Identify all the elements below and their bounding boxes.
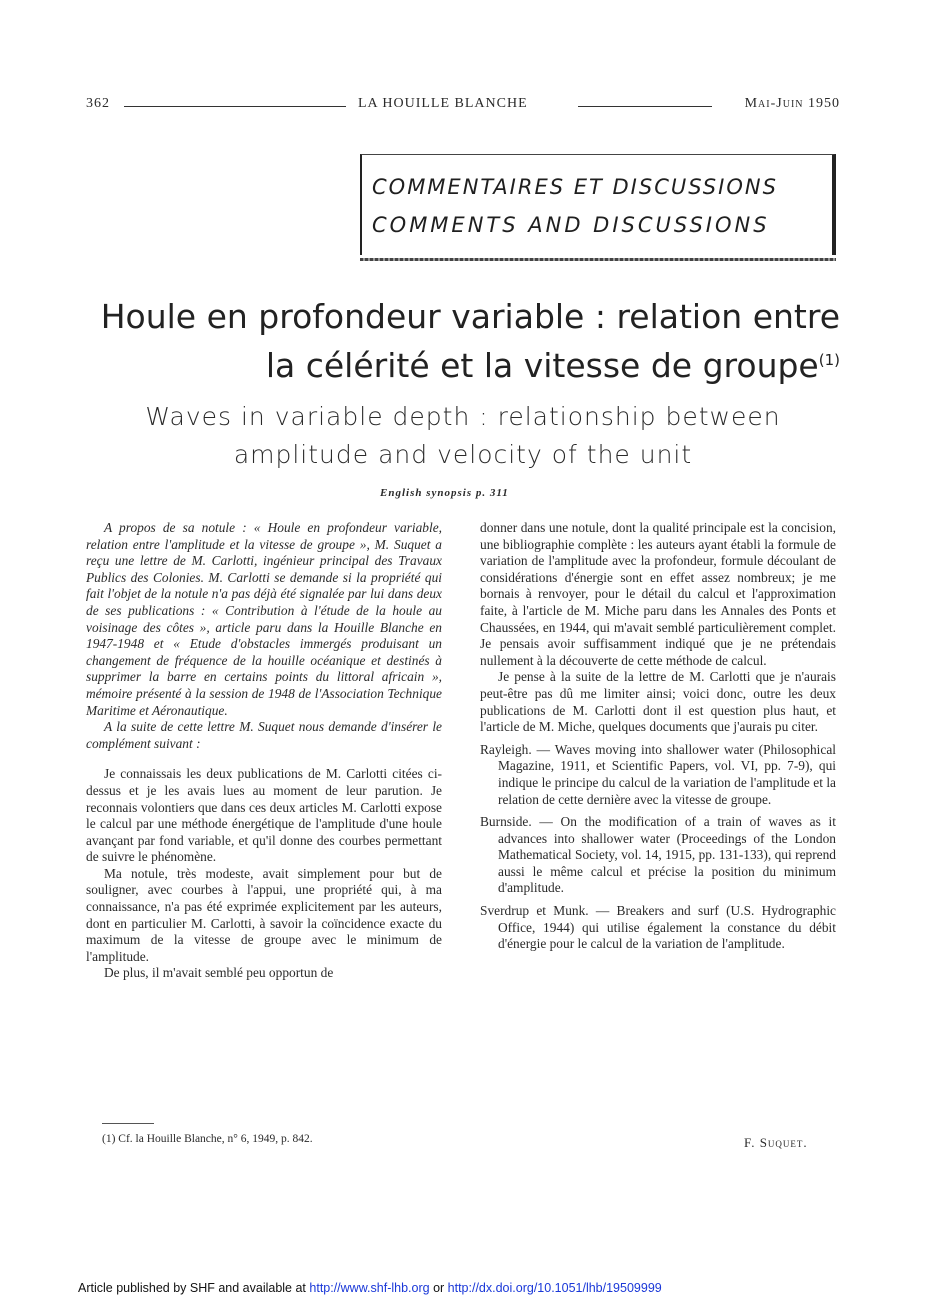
article-title-line-2 — [60, 339, 840, 387]
section-box-underline — [360, 258, 836, 261]
right-column — [480, 520, 836, 953]
header-rule-left — [124, 106, 346, 107]
footer-middle: or — [429, 1281, 448, 1295]
body-paragraph-3: De plus, il m'avait semblé peu opportun de — [104, 965, 334, 981]
running-header — [86, 96, 840, 118]
body-paragraph-1: Je connaissais les deux publications de M. Carlotti citées ci-dessus et je les avais lues au moment de leur parution. Je reconnais volontiers que dans ces deux articles M. Carlotti expose le calcul par une méthode énergétique de l'amplitude d'une houle avançant par fond variable, et qu'il donne des courbes permettant de suivre le phénomène. — [86, 766, 442, 865]
shf-link[interactable]: http://www.shf-lhb.org — [309, 1281, 430, 1295]
section-title-english: COMMENTS AND DISCUSSIONS — [372, 213, 770, 237]
article-title-text: la célérité et la vitesse de groupe — [265, 346, 819, 385]
english-synopsis-reference: English synopsis p. 311 — [380, 487, 509, 499]
author-signature: F. Suquet. — [744, 1135, 808, 1150]
page-number: 362 — [86, 96, 110, 111]
body-paragraph-4: donner dans une notule, dont la qualité principale est la concision, une bibliographie complète : les auteurs ayant établi la formule de variation de l'amplitude avec la profondeur, formule découlant de considérations d'énergie sont en effet assez nombreux; je me bornais à renvoyer, pour le détail du calcul et l'approximation faite, à l'article de M. Miche paru dans les Annales des Ponts et Chaussées, en 1944, qui m'avait semblé particulièrement complet. Je pensais avoir suffisamment indiqué que je ne prétendais nullement à la découverte de cette méthode de calcul. — [480, 520, 836, 668]
title-footnote-mark: (1) — [818, 351, 840, 369]
footer-prefix: Article published by SHF and available at — [78, 1281, 310, 1295]
doi-link[interactable]: http://dx.doi.org/10.1051/lhb/19509999 — [447, 1281, 662, 1295]
section-title-french: COMMENTAIRES ET DISCUSSIONS — [372, 175, 778, 199]
reference-burnside: Burnside. — On the modification of a train of waves as it advances into shallower water (Proceedings of the London Mathematical Society, vol. 14, 1915, pp. 131-133), qui reprend aussi le même calcul et précise la position du minimum d'amplitude. — [480, 814, 836, 896]
body-paragraph-5: Je pense à la suite de la lettre de M. Carlotti que je n'aurais peut-être pas dû me limiter ainsi; voici donc, outre les deux publications de M. Carlotti dont il est question plus haut, et l'article de M. Miche, quelques documents que j'aurais pu citer. — [480, 669, 836, 735]
article-title-line-1: Houle en profondeur variable : relation entre — [100, 297, 840, 336]
english-subtitle-line-1: Waves in variable depth : relationship between — [145, 402, 781, 431]
header-rule-right — [578, 106, 712, 107]
reference-rayleigh: Rayleigh. — Waves moving into shallower water (Philosophical Magazine, 1911, et Scientific Papers, vol. VI, pp. 7-9), qui indique le principe du calcul de la variation de l'amplitude et la relation de cette dernière avec la vitesse de groupe. — [480, 741, 836, 807]
intro-paragraph: A propos de sa notule : « Houle en profondeur variable, relation entre l'amplitude et la vitesse de groupe », M. Suquet a reçu une lettre de M. Carlotti, ingénieur principal des Travaux Publics des Colonies. M. Carlotti se demande si la propriété qui fait l'objet de la notule n'a pas déjà été signalée par lui dans deux de ses publications : « Contribution à l'étude de la houle au voisinage des côtes », article paru dans la Houille Blanche en 1947-1948 et « Etude d'obstacles immergés produisant un changement de fréquence de la houille océanique et destinés à supprimer la barre en certains points du littoral africain », mémoire présenté à la session de 1948 de l'Association Technique Maritime et Aéronautique. — [86, 520, 442, 718]
section-heading-box — [360, 154, 836, 255]
body-paragraph-2: Ma notule, très modeste, avait simplement pour but de souligner, avec courbes à l'appui, une propriété qui, à ma connaissance, n'a pas été exprimée explicitement par les auteurs, dont en particulier M. Carlotti, à savoir la coïncidence exacte du maximum de la vitesse de groupe avec le minimum de l'amplitude. — [86, 865, 442, 964]
left-column — [86, 520, 442, 982]
journal-name: LA HOUILLE BLANCHE — [358, 96, 528, 111]
issue-date: Mai-Juin 1950 — [744, 96, 840, 111]
english-subtitle-line-2: amplitude and velocity of the unit — [233, 440, 693, 469]
publisher-footer — [78, 1281, 662, 1295]
footnote-rule — [102, 1123, 154, 1124]
request-paragraph: A la suite de cette lettre M. Suquet nous demande d'insérer le complément suivant : — [86, 719, 442, 751]
footnote: (1) Cf. la Houille Blanche, n° 6, 1949, p. 842. — [102, 1133, 313, 1145]
reference-sverdrup-munk: Sverdrup et Munk. — Breakers and surf (U.S. Hydrographic Office, 1944) qui utilise également la constance du débit d'énergie pour le calcul de la variation de l'amplitude. — [480, 903, 836, 952]
